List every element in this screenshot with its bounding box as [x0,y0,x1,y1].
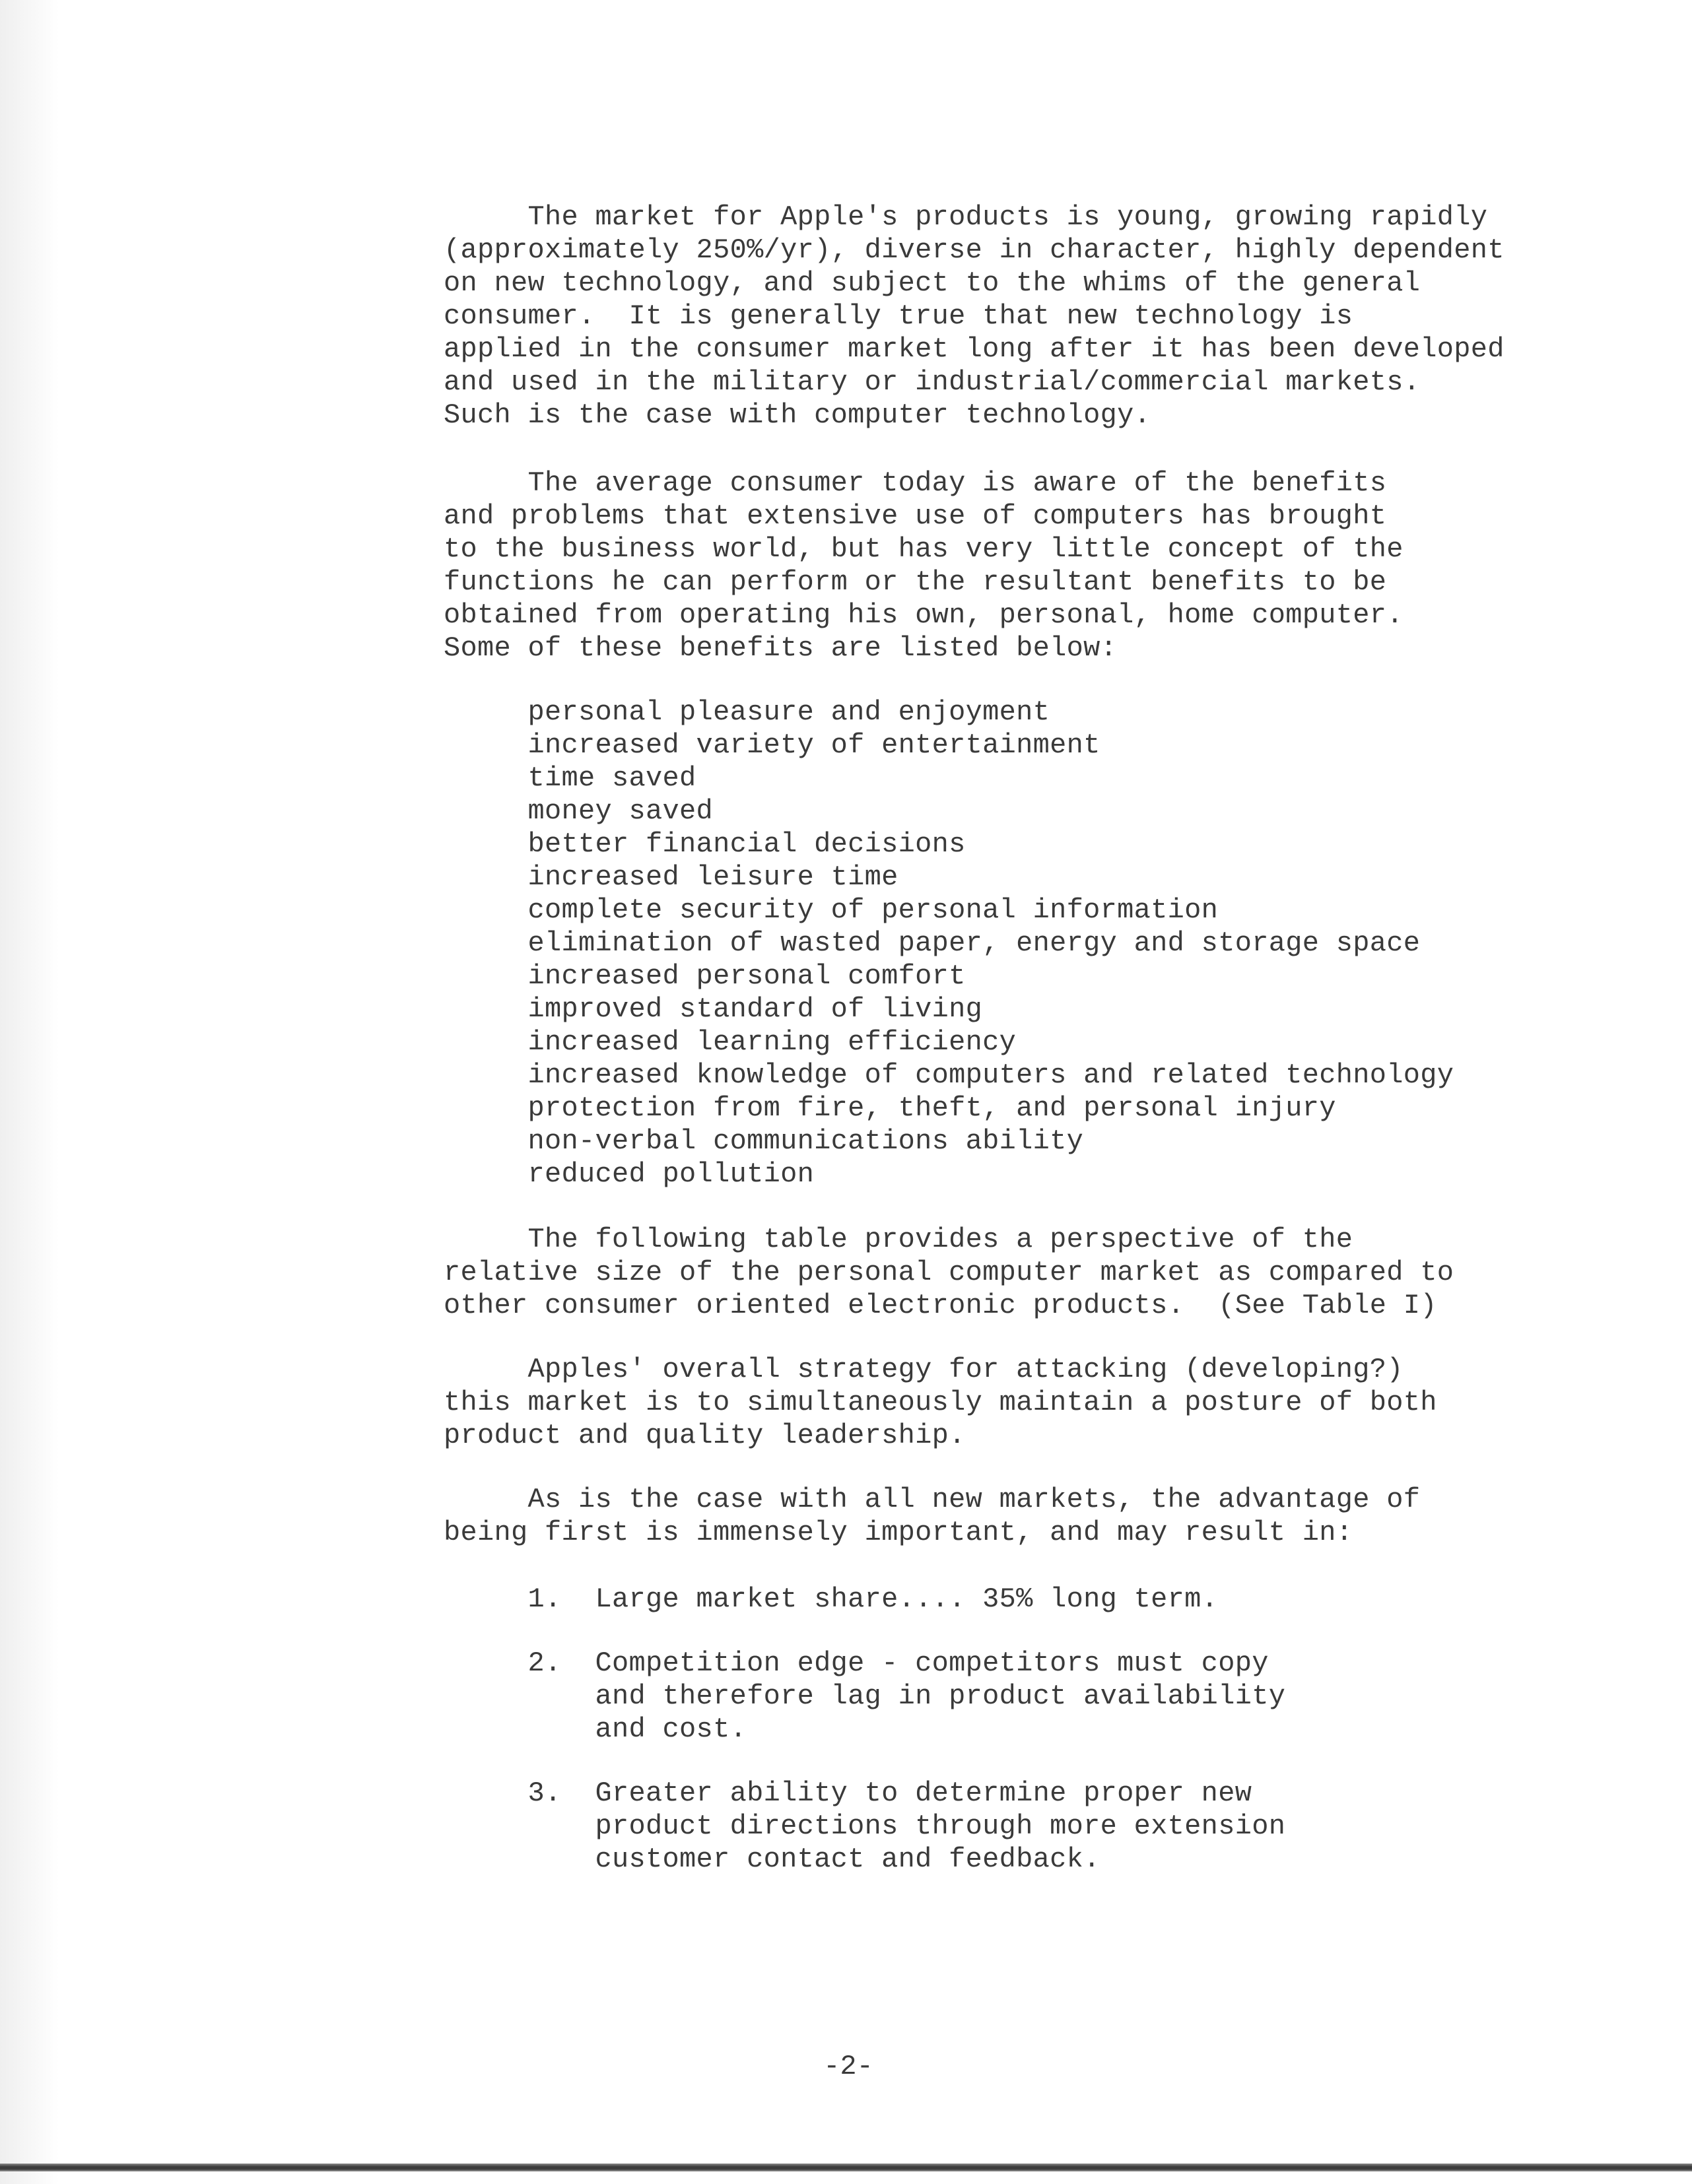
text-line: As is the case with all new markets, the advantage of [444,1484,1421,1515]
text-line: consumer. It is generally true that new technology is [444,300,1353,332]
text-line: Some of these benefits are listed below: [444,632,1118,664]
scan-shadow [0,0,59,2184]
text-line: product directions through more extension [444,1810,1286,1842]
text-line: 3. Greater ability to determine proper new [444,1777,1252,1809]
text-line: and cost. [444,1713,747,1745]
text-line: increased leisure time [444,861,898,893]
text-line: improved standard of living [444,993,983,1025]
text-line: on new technology, and subject to the whims of the general [444,267,1421,299]
text-line: increased variety of entertainment [444,729,1100,761]
text-line: reduced pollution [444,1158,815,1190]
text-line: Apples' overall strategy for attacking (developing?) [444,1354,1404,1385]
text-line: being first is immensely important, and may result in: [444,1517,1353,1548]
text-line: and therefore lag in product availability [444,1680,1286,1712]
bottom-rule [0,2164,1692,2171]
text-line: (approximately 250%/yr), diverse in character, highly dependent [444,234,1505,266]
text-line: 1. Large market share.... 35% long term. [444,1583,1219,1615]
text-line: money saved [444,795,714,827]
text-line: applied in the consumer market long after it has been developed [444,333,1505,365]
text-line: 2. Competition edge - competitors must copy [444,1647,1269,1679]
text-line: relative size of the personal computer market as compared to [444,1257,1454,1288]
text-line: complete security of personal information [444,894,1219,926]
text-line: elimination of wasted paper, energy and storage space [444,927,1421,959]
page-number: -2- [823,2051,873,2082]
text-line: increased knowledge of computers and related technology [444,1059,1454,1091]
text-line: increased personal comfort [444,960,966,992]
text-line: and used in the military or industrial/commercial markets. [444,366,1421,398]
text-line: customer contact and feedback. [444,1843,1100,1875]
text-line: time saved [444,762,696,794]
text-line: increased learning efficiency [444,1026,1017,1058]
text-line: protection from fire, theft, and personal injury [444,1092,1336,1124]
text-line: obtained from operating his own, personal, home computer. [444,599,1404,631]
text-line: product and quality leadership. [444,1420,966,1451]
text-line: Such is the case with computer technology. [444,399,1151,431]
text-line: The average consumer today is aware of the benefits [444,467,1387,499]
text-line: The following table provides a perspective of the [444,1224,1353,1255]
text-line: this market is to simultaneously maintain a posture of both [444,1387,1437,1418]
text-line: to the business world, but has very little concept of the [444,533,1404,565]
text-line: personal pleasure and enjoyment [444,696,1050,728]
text-line: and problems that extensive use of computers has brought [444,500,1387,532]
text-line: The market for Apple's products is young, growing rapidly [444,201,1488,233]
text-line: non-verbal communications ability [444,1125,1084,1157]
text-line: functions he can perform or the resultant benefits to be [444,566,1387,598]
text-line: other consumer oriented electronic products. (See Table I) [444,1290,1437,1321]
text-line: better financial decisions [444,828,966,860]
